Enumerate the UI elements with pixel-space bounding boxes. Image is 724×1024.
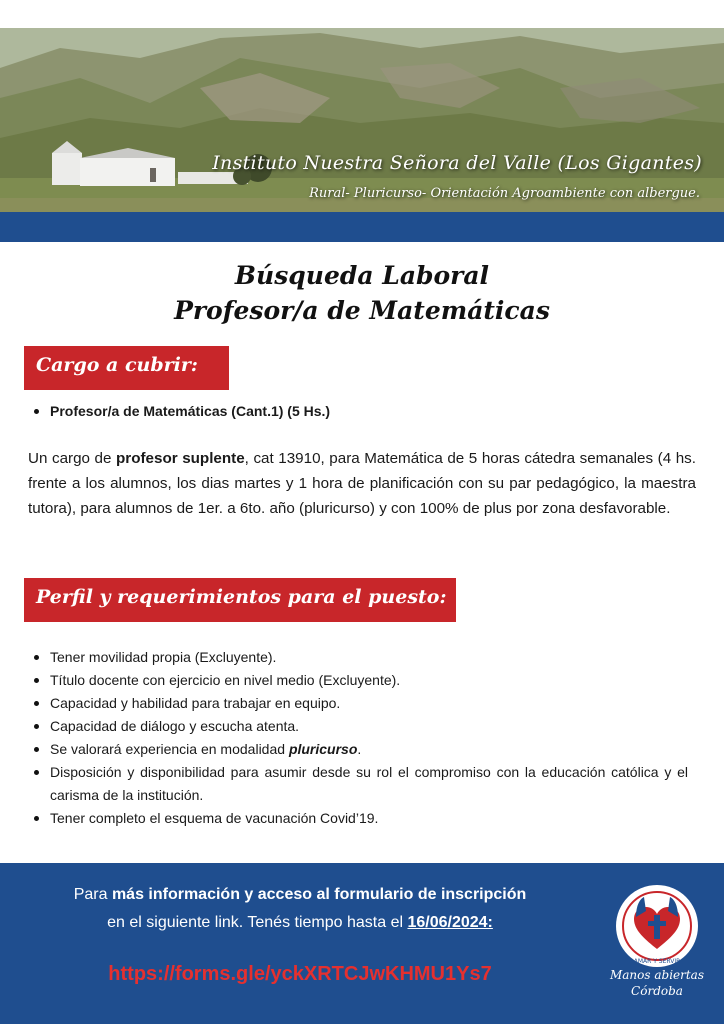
logo-emblem bbox=[614, 883, 700, 969]
description-bold: profesor suplente bbox=[116, 450, 245, 467]
footer-bold: más información y acceso al formulario de inscripción bbox=[111, 886, 527, 903]
list-item: Capacidad de diálogo y escucha atenta. bbox=[28, 715, 688, 738]
manos-abiertas-logo bbox=[600, 881, 714, 1011]
institution-title: Instituto Nuestra Señora del Valle (Los Gigantes) bbox=[212, 152, 702, 174]
deadline-date: 16/06/2024: bbox=[407, 914, 493, 931]
list-item: Profesor/a de Matemáticas (Cant.1) (5 Hs.) bbox=[28, 400, 688, 423]
section-tag-cargo: Cargo a cubrir: bbox=[24, 346, 229, 390]
list-item: Disposición y disponibilidad para asumir desde su rol el compromiso con la educación católica y el carisma de la institución. bbox=[28, 761, 688, 807]
page-title bbox=[0, 258, 724, 328]
list-item: Tener completo el esquema de vacunación Covid’19. bbox=[28, 807, 688, 830]
item-text: Se valorará experiencia en modalidad bbox=[50, 741, 289, 757]
item-emphasis: pluricurso bbox=[288, 741, 358, 757]
header-band bbox=[0, 212, 724, 242]
header-photo bbox=[0, 28, 724, 214]
list-item bbox=[28, 738, 688, 761]
requirements-list bbox=[28, 646, 688, 830]
footer-text: Para bbox=[73, 886, 112, 903]
logo-name bbox=[600, 967, 714, 999]
list-item: Título docente con ejercicio en nivel medio (Excluyente). bbox=[28, 669, 688, 692]
cargo-description bbox=[28, 446, 696, 521]
registration-form-link[interactable]: https://forms.gle/yckXRTCJwKHMU1Ys7 bbox=[108, 963, 492, 985]
footer bbox=[0, 863, 724, 1024]
logo-ring-text: AMAR Y SERVIR bbox=[633, 958, 681, 965]
title-line-2: Profesor/a de Matemáticas bbox=[174, 296, 550, 325]
logo-name-line-1: Manos abiertas bbox=[609, 968, 704, 982]
institution-subtitle: Rural- Pluricurso- Orientación Agroambiente con albergue. bbox=[309, 186, 700, 201]
cargo-list bbox=[28, 400, 688, 423]
title-line-1: Búsqueda Laboral bbox=[234, 261, 490, 290]
description-text: Un cargo de bbox=[28, 450, 117, 467]
list-item: Capacidad y habilidad para trabajar en equipo. bbox=[28, 692, 688, 715]
footer-info bbox=[0, 881, 600, 937]
list-item: Tener movilidad propia (Excluyente). bbox=[28, 646, 688, 669]
description-text: , cat 13910, para Matemática de 5 horas cátedra semanales (4 hs. frente a los alumnos, los dias martes y 1 hora de planificación con su par pedagógico, la maestra tutora), para alumnos de 1er. a 6to. año (pluricurso) y con 100% de plus por zona desfavorable. bbox=[28, 450, 696, 517]
logo-name-line-2: Córdoba bbox=[631, 984, 683, 998]
item-text: . bbox=[357, 741, 362, 757]
footer-text: en el siguiente link. Tenés tiempo hasta el bbox=[107, 914, 408, 931]
section-tag-perfil: Perfil y requerimientos para el puesto: bbox=[24, 578, 456, 622]
